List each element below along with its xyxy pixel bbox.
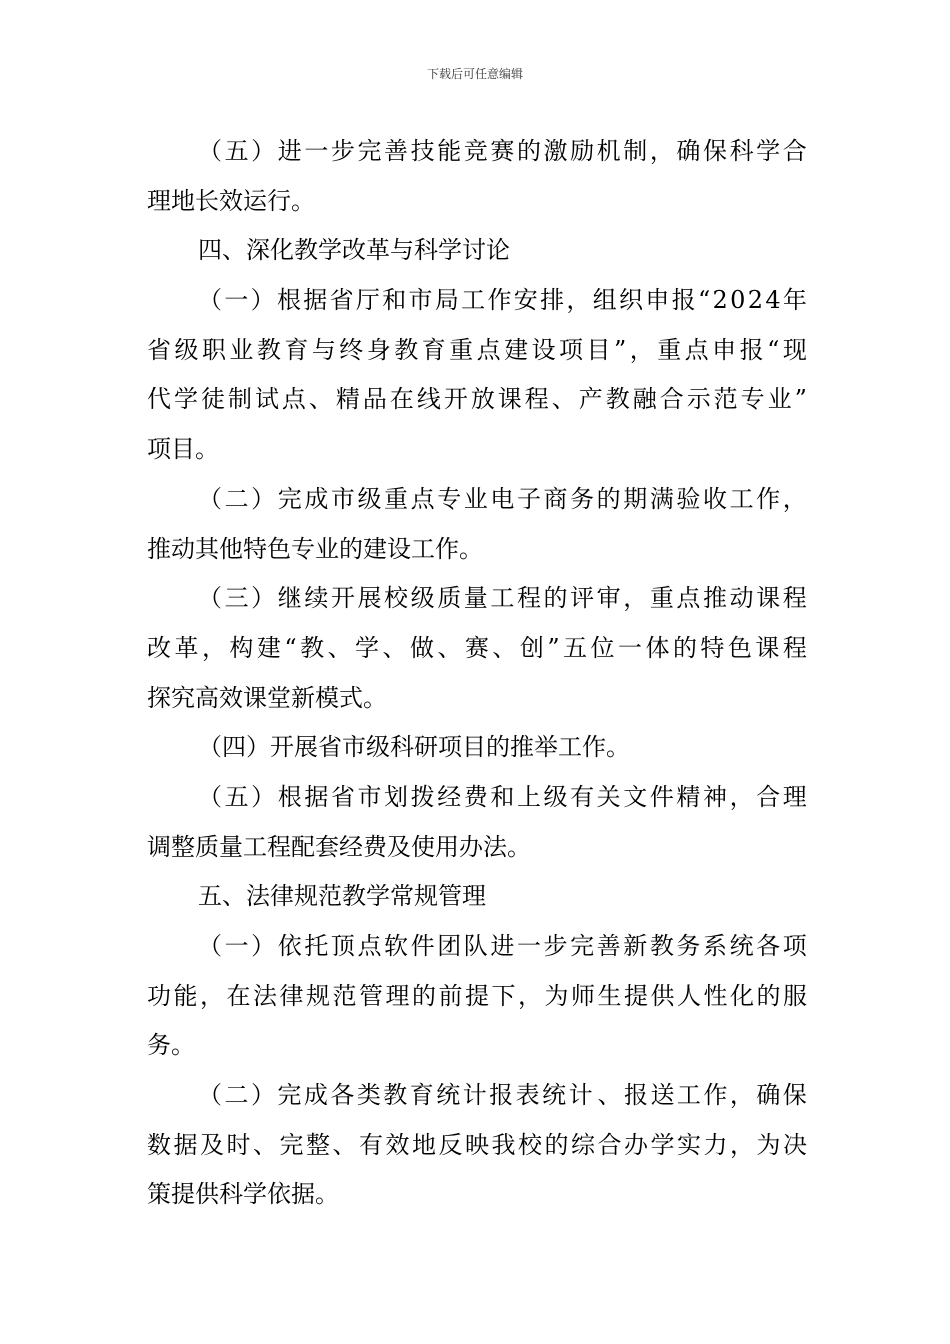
text-line: （四）开展省市级科研项目的推举工作。 (198, 733, 630, 762)
text-line: 项目。 (147, 435, 219, 464)
text-line: （ 二 ） 完 成 各 类 教 育 统 计 报 表 统 计 、 报 送 工 作 ， 确 保 (198, 1081, 807, 1110)
document-body (147, 127, 807, 1220)
text-line: （ 三 ） 继 续 开 展 校 级 质 量 工 程 的 评 审 ， 重 点 推 动 课 程 (198, 584, 807, 613)
text-line: （ 二 ） 完 成 市 级 重 点 专 业 电 子 商 务 的 期 满 验 收 工 作 ， (198, 484, 807, 513)
text-line: 功 能 ， 在 法 律 规 范 管 理 的 前 提 下 ， 为 师 生 提 供 人 性 化 的 服 (147, 981, 807, 1010)
text-line: 省 级 职 业 教 育 与 终 身 教 育 重 点 建 设 项 目 ” ， 重 点 申 报 “ 现 (147, 335, 807, 364)
text-line: 改 革 ， 构 建 “ 教 、 学 、 做 、 赛 、 创 ” 五 位 一 体 的 特 色 课 程 (147, 633, 807, 662)
text-line: 调整质量工程配套经费及使用办法。 (147, 832, 531, 861)
page-header: 下载后可任意编辑 (426, 67, 523, 81)
text-line: 数 据 及 时 、 完 整 、 有 效 地 反 映 我 校 的 综 合 办 学 实 力 ， 为 决 (147, 1130, 807, 1159)
text-line: 策提供科学依据。 (147, 1180, 339, 1209)
text-line: 务。 (147, 1031, 195, 1060)
text-line: 五、法律规范教学常规管理 (198, 882, 486, 911)
text-line: 推动其他特色专业的建设工作。 (147, 534, 483, 563)
text-line: （ 一 ） 依 托 顶 点 软 件 团 队 进 一 步 完 善 新 教 务 系 统 各 项 (198, 932, 807, 960)
text-line: 四、深化教学改革与科学讨论 (198, 236, 510, 265)
text-line: 探究高效课堂新模式。 (147, 683, 387, 712)
text-line: 理地长效运行。 (147, 186, 315, 215)
text-line: （ 五 ） 进 一 步 完 善 技 能 竞 赛 的 激 励 机 制 ， 确 保 科 学 合 (198, 137, 807, 165)
text-line: （ 一 ） 根 据 省 厅 和 市 局 工 作 安 排 ， 组 织 申 报 “ 2 0 2 4 年 (198, 286, 807, 315)
text-line: （ 五 ） 根 据 省 市 划 拨 经 费 和 上 级 有 关 文 件 精 神 ， 合 理 (198, 782, 807, 811)
text-line: 代 学 徒 制 试 点 、 精 品 在 线 开 放 课 程 、 产 教 融 合 示 范 专 业 ” (147, 385, 807, 414)
